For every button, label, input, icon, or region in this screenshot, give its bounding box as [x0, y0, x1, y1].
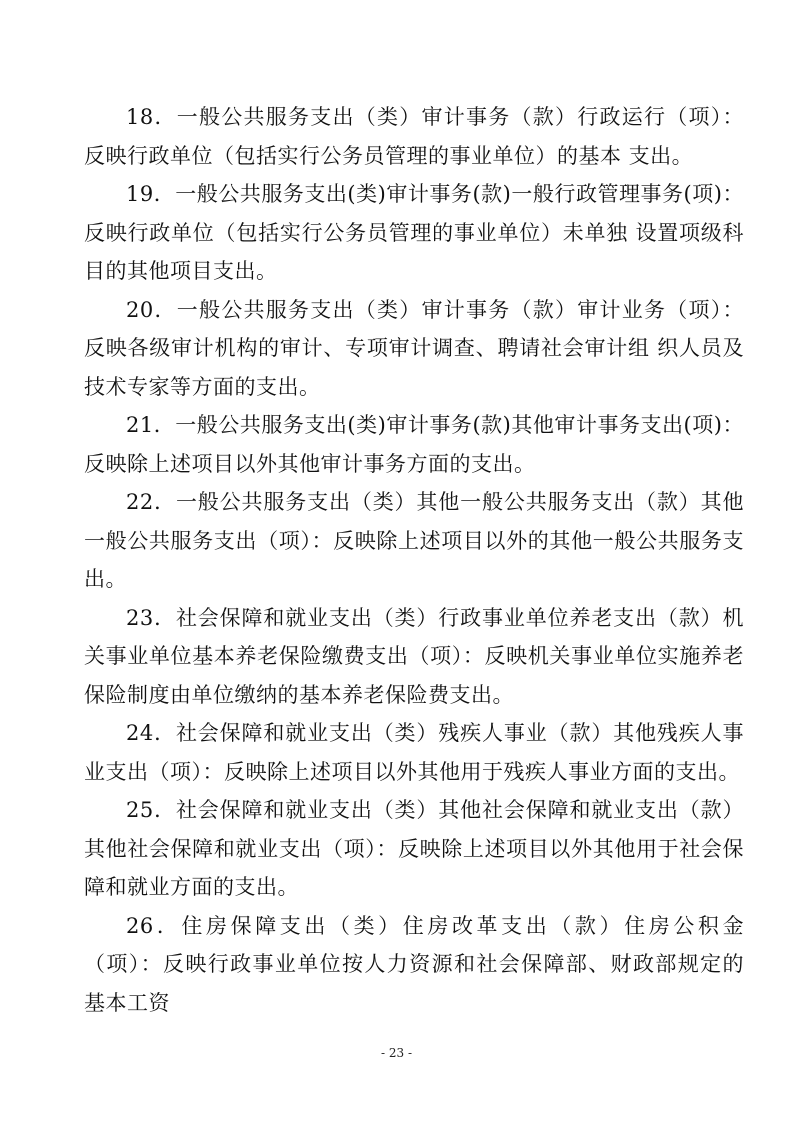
paragraph-item-20: 20．一般公共服务支出（类）审计事务（款）审计业务（项）：反映各级审计机构的审计、专项审计调查、聘请社会审计组 织人员及技术专家等方面的支出。 — [84, 297, 744, 399]
paragraph-item-23: 23．社会保障和就业支出（类）行政事业单位养老支出（款）机关事业单位基本养老保险缴费支出（项）：反映机关事业单位实施养老保险制度由单位缴纳的基本养老保险费支出。 — [84, 605, 744, 707]
paragraph-item-21: 21．一般公共服务支出(类)审计事务(款)其他审计事务支出(项)：反映除上述项目以外其他审计事务方面的支出。 — [84, 413, 744, 476]
page-number: - 23 - — [380, 1046, 412, 1060]
paragraph-item-22: 22．一般公共服务支出（类）其他一般公共服务支出（款）其他一般公共服务支出（项）：反映除上述项目以外的其他一般公共服务支出。 — [84, 490, 744, 591]
paragraph-item-19: 19．一般公共服务支出(类)审计事务(款)一般行政管理事务(项)：反映行政单位（包括实行公务员管理的事业单位）未单独 设置项级科目的其他项目支出。 — [84, 182, 744, 283]
document-body — [84, 98, 744, 1022]
paragraph-item-24: 24．社会保障和就业支出（类）残疾人事业（款）其他残疾人事业支出（项）：反映除上述项目以外其他用于残疾人事业方面的支出。 — [84, 721, 744, 784]
paragraph-item-25: 25．社会保障和就业支出（类）其他社会保障和就业支出（款）其他社会保障和就业支出（项）：反映除上述项目以外其他用于社会保障和就业方面的支出。 — [84, 798, 744, 899]
paragraph-item-26: 26．住房保障支出（类）住房改革支出（款）住房公积金（项）：反映行政事业单位按人力资源和社会保障部、财政部规定的 基本工资 — [84, 913, 744, 1015]
paragraph-item-18: 18．一般公共服务支出（类）审计事务（款）行政运行（项）：反映行政单位（包括实行公务员管理的事业单位）的基本 支出。 — [84, 105, 744, 168]
